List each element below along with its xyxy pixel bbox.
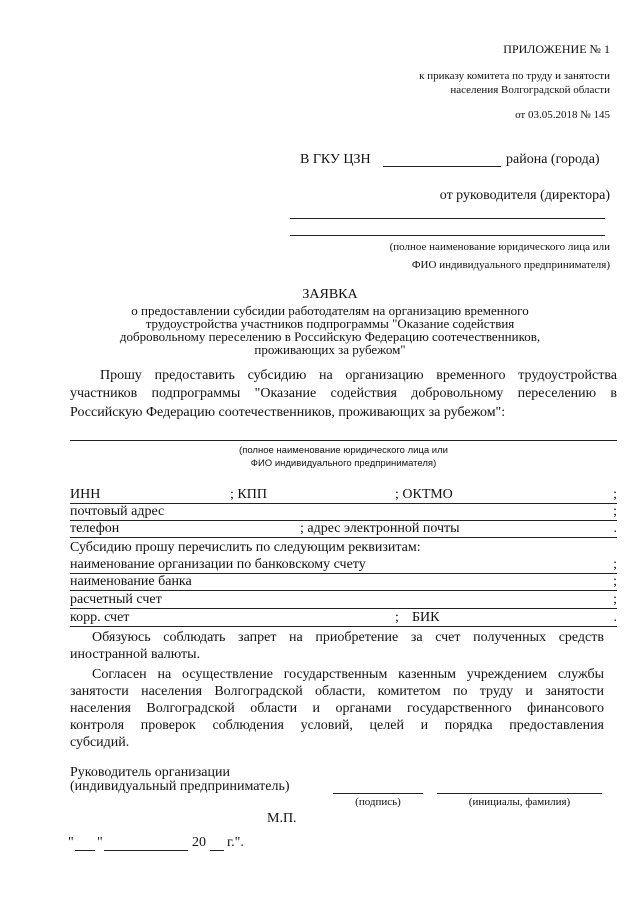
order-date: от 03.05.2018 № 145 xyxy=(515,109,610,121)
district-blank xyxy=(383,166,501,167)
bik-label: БИК xyxy=(412,610,440,625)
bank-name-row-end: ; xyxy=(613,574,617,589)
kpp-label: ; КПП xyxy=(230,487,267,502)
head-label-1: Руководитель организации xyxy=(70,765,230,780)
phone-row-end: . xyxy=(613,521,617,536)
corr-separator: ; xyxy=(395,610,399,625)
obligation-2-line-4: контроля проверок соблюдения условий, целей и порядка предоставления xyxy=(70,718,604,733)
addressee-to-prefix: В ГКУ ЦЗН xyxy=(300,152,371,167)
postal-row-end: ; xyxy=(613,504,617,519)
title-line-4: проживающих за рубежом" xyxy=(254,342,406,357)
obligation-1-line-1: Обязуюсь соблюдать запрет на приобретение за счет полученных средств xyxy=(92,630,604,645)
obligation-2-line-5: субсидий. xyxy=(70,735,130,750)
name-note: (инициалы, фамилия) xyxy=(468,796,571,808)
document-title: ЗАЯВКА xyxy=(302,287,358,302)
corr-row-end: . xyxy=(613,610,617,625)
obligation-1-line-2: иностранной валюты. xyxy=(70,647,201,662)
day-blank xyxy=(75,850,95,851)
addressee-note-2: ФИО индивидуального предпринимателя) xyxy=(411,259,610,271)
director-blank-1 xyxy=(290,218,605,219)
corr-bik-row xyxy=(70,610,617,627)
stamp-place: М.П. xyxy=(267,811,297,826)
email-label: ; адрес электронной почты xyxy=(300,521,460,536)
obligation-2-line-2: занятости населения Волгоградской области, комитетом по труду и занятости xyxy=(70,684,604,699)
bank-name-label: наименование банка xyxy=(70,574,192,589)
title-line-1: о предоставлении субсидии работодателям на организацию временного xyxy=(131,303,529,318)
request-note-1: (полное наименование юридического лица или xyxy=(239,445,448,456)
addressee-to-suffix: района (города) xyxy=(506,152,600,167)
request-line-3: Российскую Федерацию соотечественников, проживающих за рубежом": xyxy=(70,405,506,420)
request-line-2: участников подпрограммы "Оказание содействия добровольному переселению в xyxy=(70,386,617,401)
oktmo-label: ; ОКТМО xyxy=(395,487,453,502)
requisites-heading: Субсидию прошу перечислить по следующим реквизитам: xyxy=(70,540,421,555)
corr-account-label: корр. счет xyxy=(70,610,130,625)
year-prefix: 20 xyxy=(192,835,206,850)
phone-email-row xyxy=(70,521,617,538)
addressee-from: от руководителя (директора) xyxy=(439,188,610,203)
applicant-name-blank xyxy=(70,440,617,441)
appendix-label: ПРИЛОЖЕНИЕ № 1 xyxy=(503,42,610,56)
director-blank-2 xyxy=(290,235,605,236)
request-note-2: ФИО индивидуального предпринимателя) xyxy=(250,458,437,469)
order-line-1: к приказу комитета по труду и занятости xyxy=(419,70,610,82)
title-line-2: трудоустройства участников подпрограммы "Оказание содействия xyxy=(145,316,515,331)
name-blank xyxy=(437,793,602,794)
order-line-2: населения Волгоградской области xyxy=(450,84,610,96)
bank-name-row xyxy=(70,574,617,591)
year-suffix: г.". xyxy=(227,835,244,850)
bank-org-row-end: ; xyxy=(613,557,617,572)
date-quote-close: " xyxy=(97,835,103,850)
bank-org-row xyxy=(70,557,617,574)
request-line-1: Прошу предоставить субсидию на организацию временного трудоустройства xyxy=(100,368,617,383)
year-blank xyxy=(210,850,224,851)
account-row-end: ; xyxy=(613,592,617,607)
phone-label: телефон xyxy=(70,521,120,536)
postal-address-row xyxy=(70,504,617,521)
account-label: расчетный счет xyxy=(70,592,162,607)
postal-address-label: почтовый адрес xyxy=(70,504,165,519)
title-line-3: добровольному переселению в Российскую Федерацию соотечественников, xyxy=(119,329,541,344)
inn-row-end: ; xyxy=(613,487,617,502)
bank-org-label: наименование организации по банковскому счету xyxy=(70,557,366,572)
signature-note: (подпись) xyxy=(355,796,401,808)
addressee-note-1: (полное наименование юридического лица или xyxy=(389,241,610,253)
inn-kpp-oktmo-row xyxy=(70,487,617,504)
inn-label: ИНН xyxy=(70,487,101,502)
date-quote-open: " xyxy=(68,835,74,850)
obligation-2-line-3: населения Волгоградской области и органами государственного финансового xyxy=(70,701,604,716)
obligation-2-line-1: Согласен на осуществление государственным казенным учреждением службы xyxy=(92,667,604,682)
account-row xyxy=(70,592,617,609)
signature-blank xyxy=(333,793,423,794)
month-blank xyxy=(104,850,188,851)
head-label-2: (индивидуальный предприниматель) xyxy=(70,779,290,794)
